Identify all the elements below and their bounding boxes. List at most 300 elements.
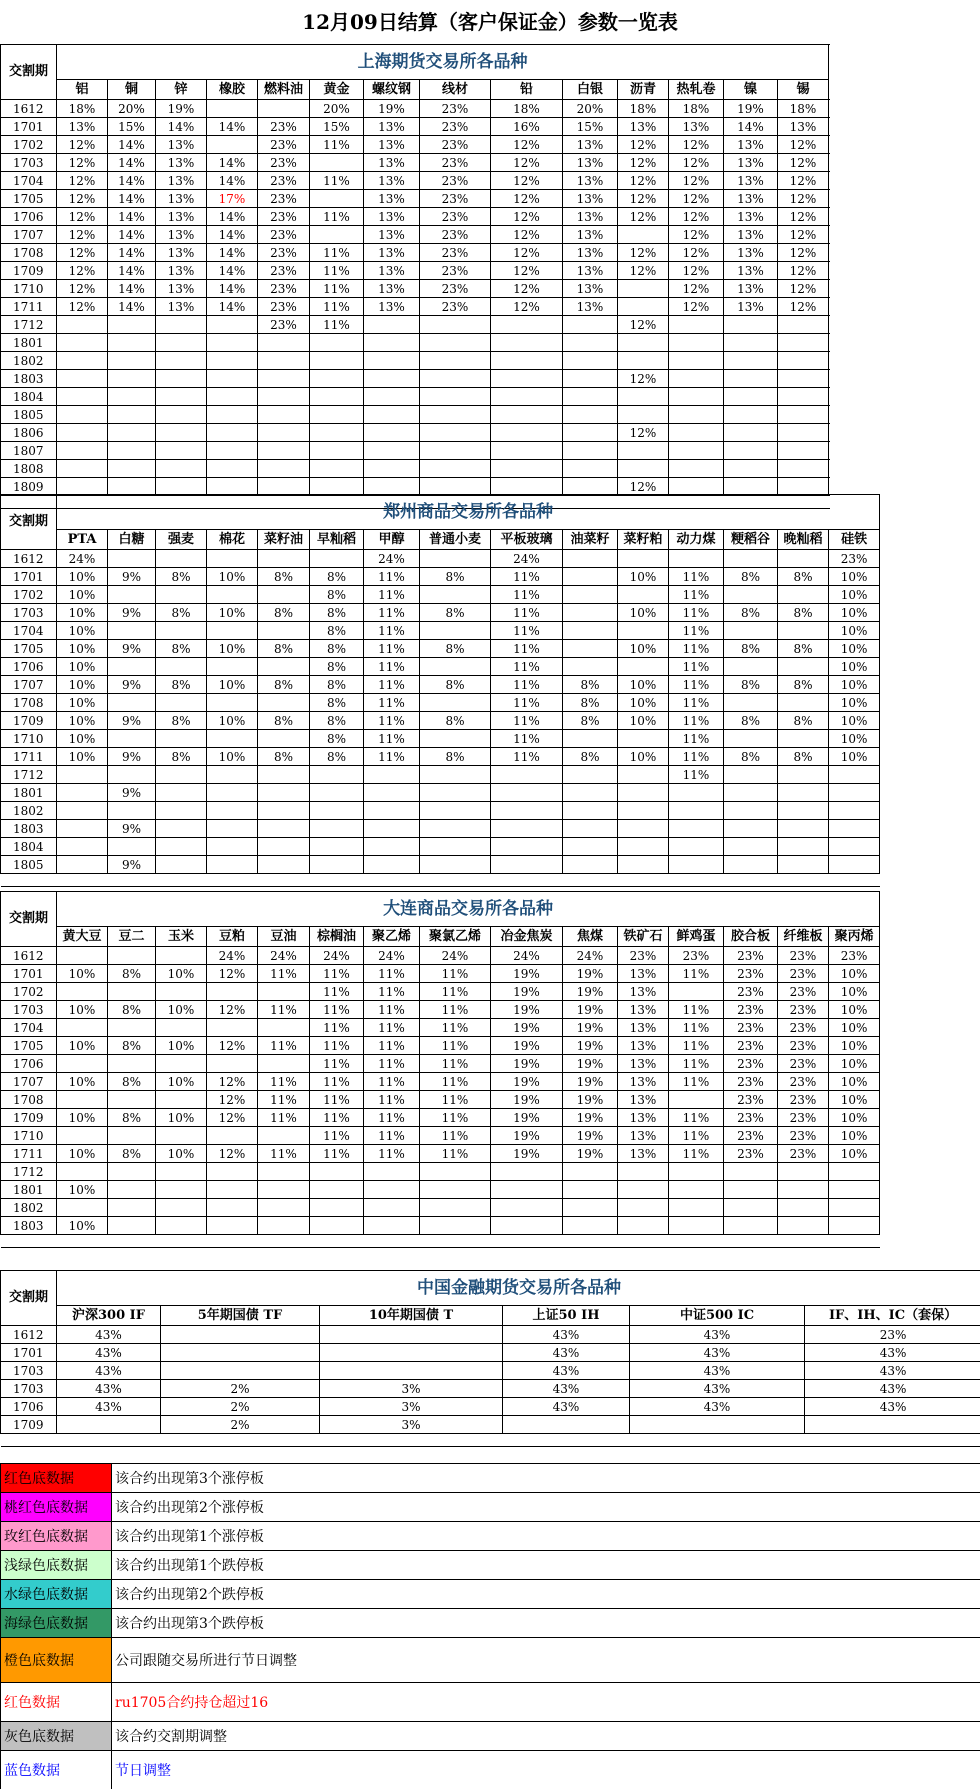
- column-header: 沥青: [618, 80, 669, 100]
- margin-cell: 12%: [491, 136, 563, 154]
- margin-cell: 13%: [364, 298, 420, 316]
- table-row: [1, 298, 829, 316]
- margin-cell: 19%: [563, 1109, 618, 1127]
- margin-cell: 10%: [57, 1145, 108, 1163]
- margin-cell: [310, 154, 364, 172]
- margin-cell: 10%: [57, 676, 108, 694]
- margin-cell: 12%: [618, 316, 669, 334]
- margin-cell: 8%: [108, 965, 156, 983]
- margin-cell: 14%: [156, 118, 207, 136]
- period-cell: 1702: [1, 586, 57, 604]
- margin-cell: 8%: [310, 586, 364, 604]
- margin-cell: 11%: [310, 1001, 364, 1019]
- margin-cell: [491, 1217, 563, 1235]
- margin-cell: 23%: [258, 136, 310, 154]
- margin-cell: [258, 586, 310, 604]
- margin-cell: 19%: [491, 1073, 563, 1091]
- legend-row: [1, 1751, 980, 1789]
- margin-cell: [258, 460, 310, 478]
- margin-cell: [491, 478, 563, 496]
- margin-cell: [669, 820, 724, 838]
- margin-cell: [563, 640, 618, 658]
- margin-cell: [310, 424, 364, 442]
- margin-cell: 11%: [364, 983, 420, 1001]
- margin-cell: 14%: [108, 172, 156, 190]
- margin-cell: 43%: [805, 1398, 980, 1416]
- legend-row: [1, 1683, 980, 1722]
- margin-cell: [778, 838, 829, 856]
- margin-cell: [108, 424, 156, 442]
- margin-cell: [108, 838, 156, 856]
- period-cell: 1803: [1, 370, 57, 388]
- margin-cell: [669, 1163, 724, 1181]
- margin-cell: 11%: [364, 658, 420, 676]
- margin-cell: 20%: [563, 100, 618, 118]
- margin-cell: 19%: [364, 100, 420, 118]
- margin-cell: 11%: [364, 1001, 420, 1019]
- margin-cell: 8%: [563, 694, 618, 712]
- table-row: [1, 154, 829, 172]
- margin-cell: 23%: [420, 100, 491, 118]
- margin-cell: 10%: [57, 1181, 108, 1199]
- margin-cell: [320, 1362, 503, 1380]
- margin-cell: 8%: [724, 604, 778, 622]
- table-row: [1, 172, 829, 190]
- margin-cell: [778, 478, 829, 496]
- margin-cell: 12%: [618, 262, 669, 280]
- margin-cell: [207, 100, 258, 118]
- margin-cell: 12%: [669, 244, 724, 262]
- margin-cell: 10%: [829, 983, 880, 1001]
- margin-cell: 10%: [829, 694, 880, 712]
- margin-cell: [778, 730, 829, 748]
- margin-cell: [207, 550, 258, 568]
- period-cell: 1701: [1, 965, 57, 983]
- margin-cell: 10%: [829, 586, 880, 604]
- margin-cell: 8%: [724, 640, 778, 658]
- margin-cell: [778, 442, 829, 460]
- margin-cell: [563, 820, 618, 838]
- margin-cell: 11%: [491, 622, 563, 640]
- margin-cell: [57, 856, 108, 874]
- margin-cell: [207, 1019, 258, 1037]
- margin-cell: [669, 478, 724, 496]
- margin-cell: 11%: [420, 1037, 491, 1055]
- column-header: 纤维板: [778, 927, 829, 947]
- margin-cell: 43%: [630, 1398, 805, 1416]
- margin-cell: 11%: [491, 586, 563, 604]
- period-cell: 1709: [1, 712, 57, 730]
- margin-cell: 13%: [724, 262, 778, 280]
- column-header: IF、IH、IC（套保）: [805, 1306, 980, 1326]
- margin-cell: 8%: [156, 568, 207, 586]
- table-row: [1, 983, 880, 1001]
- margin-cell: 23%: [724, 1127, 778, 1145]
- table-row: [1, 550, 880, 568]
- margin-cell: 10%: [57, 1001, 108, 1019]
- column-header: 线材: [420, 80, 491, 100]
- margin-cell: 13%: [156, 298, 207, 316]
- margin-cell: 11%: [364, 730, 420, 748]
- table-row: [1, 388, 829, 406]
- margin-cell: 13%: [724, 190, 778, 208]
- margin-cell: [618, 1181, 669, 1199]
- margin-cell: 23%: [258, 118, 310, 136]
- table-row: [1, 1362, 980, 1380]
- margin-cell: [420, 442, 491, 460]
- margin-cell: 8%: [310, 694, 364, 712]
- period-cell: 1705: [1, 640, 57, 658]
- margin-cell: 23%: [778, 983, 829, 1001]
- column-header: 螺纹钢: [364, 80, 420, 100]
- table-row: [1, 748, 880, 766]
- margin-cell: [108, 802, 156, 820]
- margin-cell: [310, 1163, 364, 1181]
- margin-cell: 14%: [207, 298, 258, 316]
- table-row: [1, 838, 880, 856]
- period-cell: 1703: [1, 1001, 57, 1019]
- margin-cell: 15%: [108, 118, 156, 136]
- margin-cell: 12%: [778, 244, 829, 262]
- margin-cell: [491, 334, 563, 352]
- margin-cell: 13%: [156, 154, 207, 172]
- margin-cell: [563, 784, 618, 802]
- legend-description: 该合约交割期调整: [112, 1722, 980, 1751]
- margin-cell: [108, 586, 156, 604]
- margin-cell: 20%: [108, 100, 156, 118]
- table-row: [1, 1001, 880, 1019]
- margin-cell: 11%: [420, 1127, 491, 1145]
- margin-cell: [563, 1181, 618, 1199]
- margin-cell: [57, 1163, 108, 1181]
- margin-cell: 11%: [669, 1001, 724, 1019]
- margin-cell: 10%: [829, 1073, 880, 1091]
- margin-cell: [491, 316, 563, 334]
- margin-cell: [563, 586, 618, 604]
- margin-cell: [207, 694, 258, 712]
- margin-cell: 11%: [364, 640, 420, 658]
- period-cell: 1707: [1, 226, 57, 244]
- period-cell: 1703: [1, 604, 57, 622]
- table-row: [1, 406, 829, 424]
- margin-cell: [829, 856, 880, 874]
- margin-cell: [310, 820, 364, 838]
- margin-cell: 11%: [669, 1109, 724, 1127]
- margin-cell: 11%: [258, 1109, 310, 1127]
- table-row: [1, 1055, 880, 1073]
- margin-cell: 13%: [156, 244, 207, 262]
- margin-cell: [618, 334, 669, 352]
- margin-cell: 19%: [563, 1091, 618, 1109]
- column-header: 玉米: [156, 927, 207, 947]
- margin-cell: 13%: [364, 118, 420, 136]
- margin-cell: [156, 370, 207, 388]
- margin-cell: 19%: [563, 1127, 618, 1145]
- period-cell: 1702: [1, 983, 57, 1001]
- margin-cell: [258, 622, 310, 640]
- margin-cell: 11%: [310, 1145, 364, 1163]
- margin-cell: 2%: [161, 1416, 320, 1434]
- margin-cell: 12%: [57, 172, 108, 190]
- margin-cell: 3%: [320, 1416, 503, 1434]
- legend-row: [1, 1638, 980, 1683]
- legend-swatch: 红色数据: [1, 1683, 112, 1722]
- margin-cell: [207, 1181, 258, 1199]
- margin-cell: [207, 388, 258, 406]
- margin-cell: [156, 694, 207, 712]
- margin-cell: 13%: [618, 1019, 669, 1037]
- period-cell: 1803: [1, 820, 57, 838]
- margin-cell: 11%: [491, 568, 563, 586]
- margin-cell: 13%: [618, 1073, 669, 1091]
- header-row: [1, 1306, 980, 1326]
- margin-cell: 23%: [724, 1091, 778, 1109]
- margin-cell: 12%: [491, 262, 563, 280]
- margin-cell: 12%: [778, 280, 829, 298]
- margin-cell: 11%: [310, 262, 364, 280]
- margin-cell: [364, 424, 420, 442]
- margin-cell: [491, 442, 563, 460]
- margin-cell: 12%: [491, 280, 563, 298]
- margin-cell: [364, 1217, 420, 1235]
- margin-cell: 11%: [491, 712, 563, 730]
- margin-cell: [258, 388, 310, 406]
- margin-cell: 10%: [156, 1073, 207, 1091]
- margin-cell: 14%: [207, 154, 258, 172]
- margin-cell: [258, 730, 310, 748]
- table-row: [1, 640, 880, 658]
- margin-cell: [156, 1091, 207, 1109]
- margin-cell: 11%: [364, 712, 420, 730]
- table-row: [1, 244, 829, 262]
- column-header: 菜籽粕: [618, 530, 669, 550]
- margin-cell: 10%: [57, 1109, 108, 1127]
- header-row: [1, 927, 880, 947]
- margin-cell: 11%: [310, 172, 364, 190]
- margin-cell: 9%: [108, 676, 156, 694]
- margin-cell: [491, 1181, 563, 1199]
- margin-cell: 13%: [156, 190, 207, 208]
- margin-cell: 43%: [503, 1380, 630, 1398]
- margin-cell: 10%: [618, 712, 669, 730]
- margin-cell: 10%: [57, 730, 108, 748]
- table-row: [1, 1199, 880, 1217]
- table-row: [1, 622, 880, 640]
- period-cell: 1707: [1, 676, 57, 694]
- margin-cell: [207, 1127, 258, 1145]
- margin-cell: 13%: [364, 154, 420, 172]
- table-row: [1, 1109, 880, 1127]
- margin-cell: [420, 352, 491, 370]
- legend-description: 该合约出现第3个跌停板: [112, 1609, 980, 1638]
- margin-cell: 12%: [669, 208, 724, 226]
- margin-cell: 8%: [258, 568, 310, 586]
- margin-cell: 13%: [156, 226, 207, 244]
- margin-cell: [669, 442, 724, 460]
- margin-cell: 13%: [364, 244, 420, 262]
- margin-cell: [778, 856, 829, 874]
- margin-cell: [310, 784, 364, 802]
- margin-cell: [364, 460, 420, 478]
- margin-cell: 23%: [258, 208, 310, 226]
- margin-cell: 19%: [491, 1037, 563, 1055]
- margin-cell: 14%: [108, 298, 156, 316]
- margin-cell: [778, 622, 829, 640]
- margin-cell: 13%: [618, 983, 669, 1001]
- period-cell: 1612: [1, 550, 57, 568]
- margin-cell: 11%: [491, 676, 563, 694]
- margin-cell: 11%: [420, 1091, 491, 1109]
- period-cell: 1710: [1, 1127, 57, 1145]
- margin-cell: 11%: [420, 1109, 491, 1127]
- table-row: [1, 604, 880, 622]
- margin-cell: [310, 1199, 364, 1217]
- margin-cell: 23%: [778, 965, 829, 983]
- period-cell: 1712: [1, 766, 57, 784]
- margin-cell: 24%: [57, 550, 108, 568]
- margin-cell: 11%: [491, 658, 563, 676]
- margin-cell: 17%: [207, 190, 258, 208]
- margin-cell: [563, 388, 618, 406]
- margin-cell: [669, 1181, 724, 1199]
- margin-cell: 8%: [778, 640, 829, 658]
- column-header: 镍: [724, 80, 778, 100]
- margin-cell: [156, 442, 207, 460]
- table-row: [1, 676, 880, 694]
- table-row: [1, 1037, 880, 1055]
- margin-cell: 14%: [108, 190, 156, 208]
- margin-cell: [156, 802, 207, 820]
- margin-cell: [108, 1055, 156, 1073]
- margin-cell: 23%: [724, 1037, 778, 1055]
- margin-cell: 12%: [57, 226, 108, 244]
- margin-cell: 23%: [258, 298, 310, 316]
- margin-cell: [563, 424, 618, 442]
- column-header: 锡: [778, 80, 829, 100]
- margin-cell: 9%: [108, 784, 156, 802]
- margin-cell: [207, 316, 258, 334]
- margin-cell: [669, 802, 724, 820]
- page-title: 12月09日结算（客户保证金）参数一览表: [302, 10, 678, 34]
- margin-cell: 23%: [618, 947, 669, 965]
- margin-cell: [57, 983, 108, 1001]
- margin-cell: [207, 370, 258, 388]
- margin-cell: [420, 694, 491, 712]
- margin-cell: 20%: [310, 100, 364, 118]
- margin-cell: 9%: [108, 568, 156, 586]
- table-row: [1, 1217, 880, 1235]
- margin-cell: 11%: [420, 1001, 491, 1019]
- margin-cell: [491, 766, 563, 784]
- column-header: 粳稻谷: [724, 530, 778, 550]
- margin-cell: 23%: [724, 947, 778, 965]
- margin-cell: [829, 838, 880, 856]
- table-row: [1, 352, 829, 370]
- margin-cell: 8%: [310, 676, 364, 694]
- header-row: [1, 80, 829, 100]
- column-header: 铁矿石: [618, 927, 669, 947]
- period-cell: 1706: [1, 1055, 57, 1073]
- margin-cell: [618, 622, 669, 640]
- margin-cell: [108, 460, 156, 478]
- margin-cell: 11%: [669, 730, 724, 748]
- margin-cell: 8%: [156, 748, 207, 766]
- margin-cell: [724, 802, 778, 820]
- margin-cell: 23%: [724, 1001, 778, 1019]
- margin-cell: [364, 784, 420, 802]
- margin-cell: [420, 388, 491, 406]
- spacer-row: [1, 874, 880, 887]
- margin-cell: [724, 388, 778, 406]
- margin-cell: [669, 550, 724, 568]
- column-header: 橡胶: [207, 80, 258, 100]
- margin-cell: [618, 388, 669, 406]
- margin-cell: [156, 352, 207, 370]
- margin-cell: 13%: [724, 280, 778, 298]
- margin-cell: 11%: [420, 1055, 491, 1073]
- margin-cell: [108, 316, 156, 334]
- margin-cell: 19%: [491, 1019, 563, 1037]
- margin-cell: [563, 604, 618, 622]
- margin-cell: [207, 784, 258, 802]
- margin-cell: 12%: [207, 1145, 258, 1163]
- margin-cell: [156, 622, 207, 640]
- table-row: [1, 316, 829, 334]
- margin-cell: 10%: [207, 676, 258, 694]
- legend-row: [1, 1522, 980, 1551]
- margin-cell: [364, 478, 420, 496]
- margin-cell: [563, 1199, 618, 1217]
- margin-cell: [258, 802, 310, 820]
- table-row: [1, 1181, 880, 1199]
- margin-cell: [420, 370, 491, 388]
- margin-cell: [57, 1199, 108, 1217]
- margin-cell: 11%: [258, 1001, 310, 1019]
- exchange-table-0: [0, 44, 829, 509]
- margin-cell: [724, 730, 778, 748]
- margin-cell: 12%: [57, 244, 108, 262]
- table-row: [1, 442, 829, 460]
- margin-cell: 13%: [563, 262, 618, 280]
- margin-cell: [563, 550, 618, 568]
- margin-cell: 12%: [491, 154, 563, 172]
- margin-cell: 19%: [563, 965, 618, 983]
- period-cell: 1802: [1, 1199, 57, 1217]
- margin-cell: [420, 460, 491, 478]
- margin-cell: [618, 406, 669, 424]
- margin-cell: [364, 838, 420, 856]
- column-header: 聚乙烯: [364, 927, 420, 947]
- period-cell: 1802: [1, 352, 57, 370]
- margin-cell: 14%: [207, 244, 258, 262]
- column-header: 焦煤: [563, 927, 618, 947]
- margin-cell: 12%: [778, 226, 829, 244]
- margin-cell: [364, 370, 420, 388]
- margin-cell: [778, 766, 829, 784]
- exchange-title: 中国金融期货交易所各品种: [57, 1271, 980, 1306]
- table-row: [1, 334, 829, 352]
- margin-cell: 8%: [108, 1109, 156, 1127]
- margin-cell: 12%: [778, 154, 829, 172]
- margin-cell: [491, 460, 563, 478]
- margin-cell: 10%: [207, 748, 258, 766]
- delivery-period-label: 交割期: [1, 45, 57, 100]
- margin-cell: 8%: [563, 712, 618, 730]
- margin-cell: 10%: [618, 604, 669, 622]
- legend-swatch: 蓝色数据: [1, 1751, 112, 1789]
- margin-cell: 43%: [57, 1344, 161, 1362]
- exchange-title: 郑州商品交易所各品种: [57, 495, 880, 530]
